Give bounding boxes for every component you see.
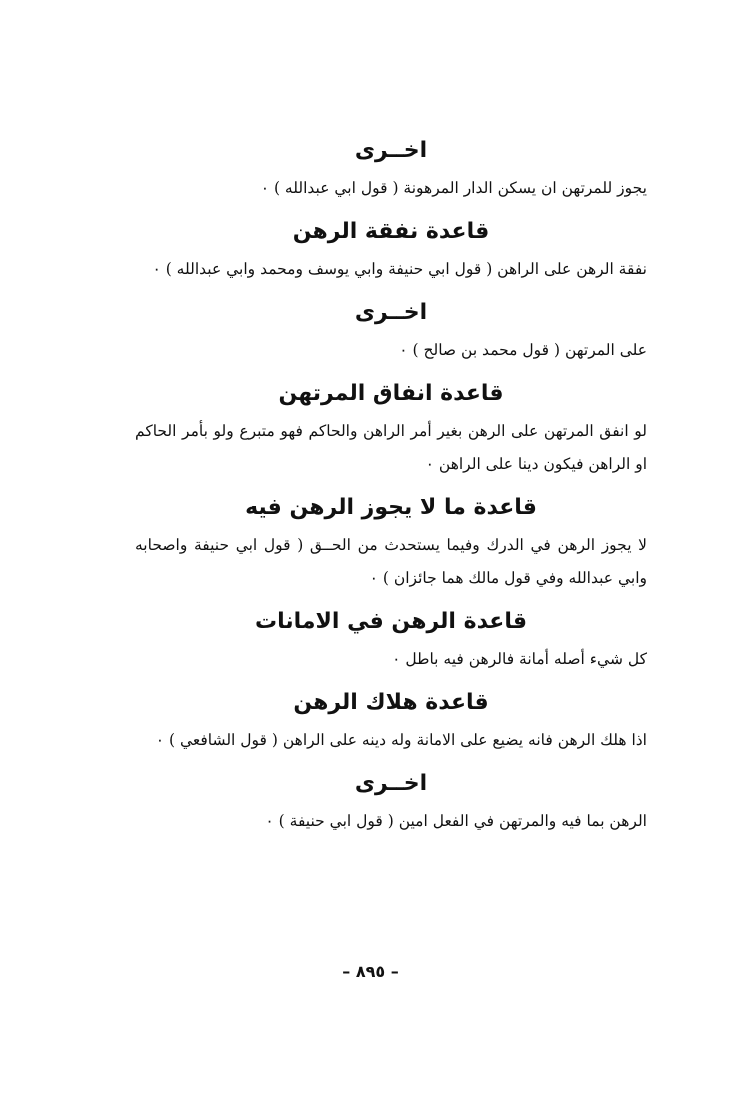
- section-text-other-3: الرهن بما فيه والمرتهن في الفعل امين ( قول ابي حنيفة ) ٠: [265, 812, 647, 830]
- section-text-pledge-trusts: كل شيء أصله أمانة فالرهن فيه باطل ٠: [392, 650, 647, 668]
- section-text-pledge-loss: اذا هلك الرهن فانه يضيع على الامانة وله دينه على الراهن ( قول الشافعي ) ٠: [155, 731, 647, 749]
- page-content: [135, 128, 647, 846]
- section-heading-other-1: اخــرى: [354, 138, 428, 163]
- section-heading-other-2: اخــرى: [354, 300, 428, 325]
- section-heading-invalid-pledge: قاعدة ما لا يجوز الرهن فيه: [245, 495, 537, 520]
- page-number: – ٨٩٥ –: [342, 962, 399, 981]
- section-text-pledge-expenses: نفقة الرهن على الراهن ( قول ابي حنيفة وابي يوسف ومحمد وابي عبدالله ) ٠: [152, 260, 647, 278]
- section-text-other-1: يجوز للمرتهن ان يسكن الدار المرهونة ( قول ابي عبدالله ) ٠: [260, 179, 647, 197]
- section-text-invalid-pledge: لا يجوز الرهن في الدرك وفيما يستحدث من الحــق ( قول ابي حنيفة واصحابه وابي عبدالله وفي قول مالك هما جائزان ) ٠: [135, 536, 647, 587]
- section-heading-pledge-expenses: قاعدة نفقة الرهن: [292, 219, 490, 244]
- section-heading-other-3: اخــرى: [354, 771, 428, 796]
- section-heading-pledge-loss: قاعدة هلاك الرهن: [293, 690, 489, 715]
- section-text-pledgee-spending: لو انفق المرتهن على الرهن بغير أمر الراهن والحاكم فهو متبرع ولو بأمر الحاكم او الراهن فيكون دينا على الراهن ٠: [135, 422, 647, 473]
- section-heading-pledge-trusts: قاعدة الرهن في الامانات: [254, 609, 527, 634]
- section-text-other-2: على المرتهن ( قول محمد بن صالح ) ٠: [399, 341, 647, 359]
- section-heading-pledgee-spending: قاعدة انفاق المرتهن: [278, 381, 504, 406]
